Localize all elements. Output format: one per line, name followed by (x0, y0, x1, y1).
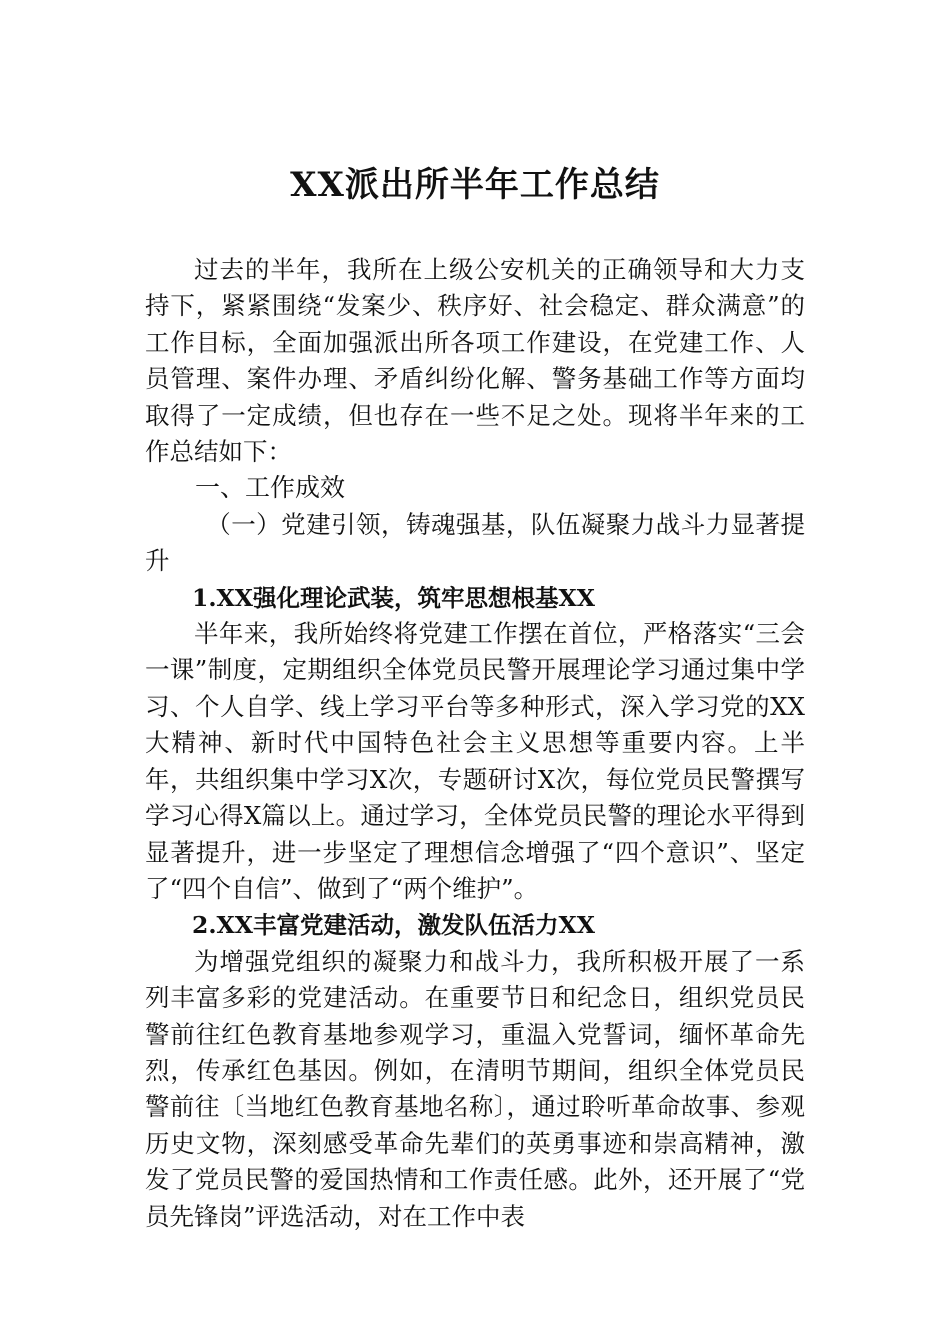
subsection-heading-party-building: （一）党建引领，铸魂强基，队伍凝聚力战斗力显著提升 (145, 509, 805, 576)
item-heading-party-activities: 2.XX丰富党建活动，激发队伍活力XX (192, 911, 595, 940)
document-body (145, 252, 805, 1235)
document-title: XX派出所半年工作总结 (290, 165, 660, 205)
section-heading-achievements: 一、工作成效 (195, 473, 346, 503)
item-heading-theory-study: 1.XX强化理论武装，筑牢思想根基XX (192, 583, 595, 612)
intro-paragraph: 过去的半年，我所在上级公安机关的正确领导和大力支持下，紧紧围绕“发案少、秩序好、社会稳定、群众满意”的工作目标，全面加强派出所各项工作建设，在党建工作、人员管理、案件办理、矛盾纠纷化解、警务基础工作等方面均取得了一定成绩，但也存在一些不足之处。现将半年来的工作总结如下： (145, 255, 805, 467)
party-activities-paragraph: 为增强党组织的凝聚力和战斗力，我所积极开展了一系列丰富多彩的党建活动。在重要节日和纪念日，组织党员民警前往红色教育基地参观学习，重温入党誓词，缅怀革命先烈，传承红色基因。例如，在清明节期间，组织全体党员民警前往〔当地红色教育基地名称〕，通过聆听革命故事、参观历史文物，深刻感受革命先辈们的英勇事迹和崇高精神，激发了党员民警的爱国热情和工作责任感。此外，还开展了“党员先锋岗”评选活动，对在工作中表 (145, 946, 805, 1231)
theory-study-paragraph: 半年来，我所始终将党建工作摆在首位，严格落实“三会一课”制度，定期组织全体党员民警开展理论学习通过集中学习、个人自学、线上学习平台等多种形式，深入学习党的XX大精神、新时代中国特色社会主义思想等重要内容。上半年，共组织集中学习X次，专题研讨X次，每位党员民警撰写学习心得X篇以上。通过学习，全体党员民警的理论水平得到显著提升，进一步坚定了理想信念增强了“四个意识”、坚定了“四个自信”、做到了“两个维护”。 (145, 619, 805, 903)
